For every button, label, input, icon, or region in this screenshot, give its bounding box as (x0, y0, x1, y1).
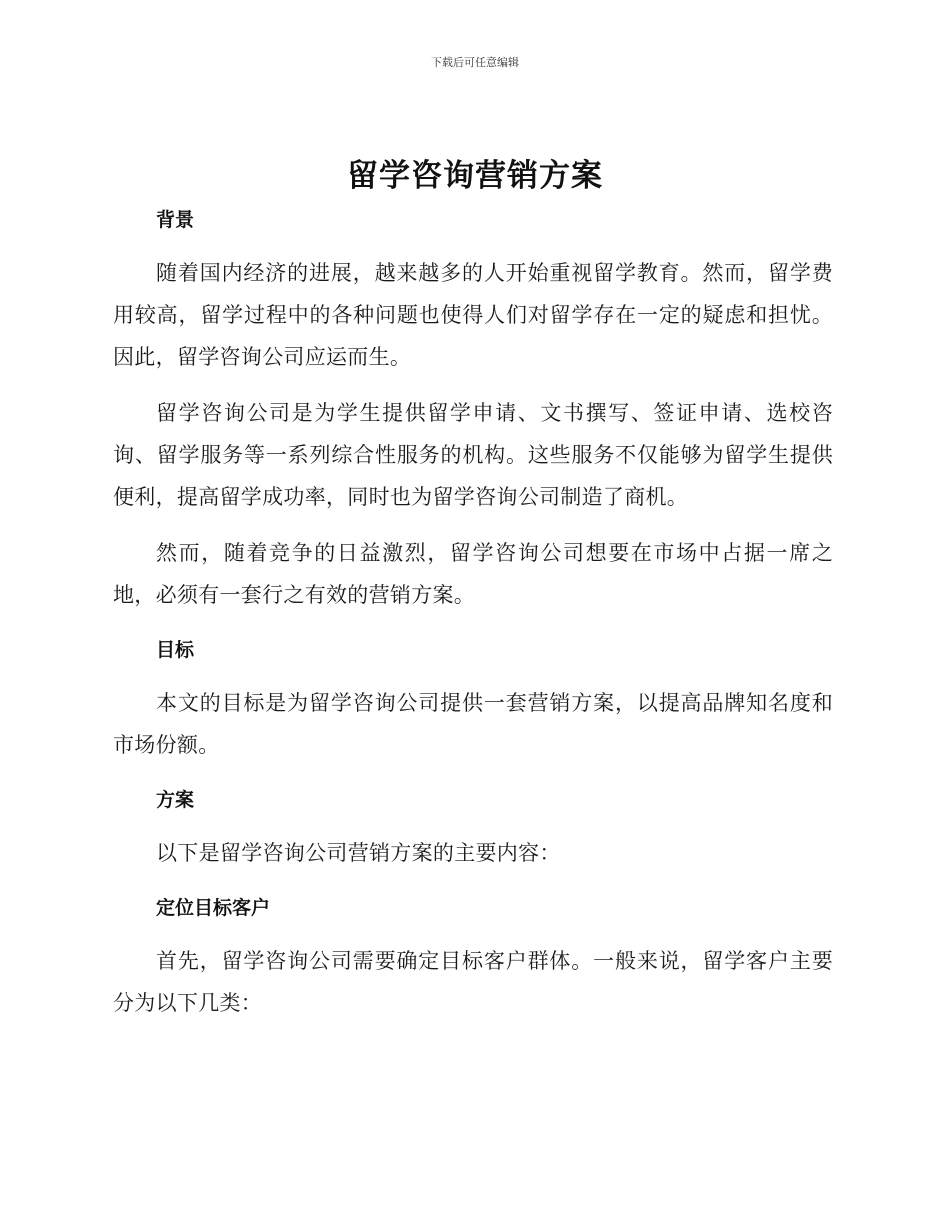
document-title: 留学咨询营销方案 (347, 158, 603, 194)
section-heading-plan: 方案 (156, 789, 195, 811)
paragraph: 以下是留学咨询公司营销方案的主要内容： (156, 841, 561, 865)
section-heading-goal: 目标 (156, 639, 195, 661)
paragraph: 首先，留学咨询公司需要确定目标客户群体。一般来说，留学客户主要分为以下几类： (113, 949, 833, 1015)
paragraph: 本文的目标是为留学咨询公司提供一套营销方案，以提高品牌知名度和市场份额。 (113, 691, 833, 757)
section-heading-target-customers: 定位目标客户 (156, 897, 271, 919)
paragraph: 留学咨询公司是为学生提供留学申请、文书撰写、签证申请、选校咨询、留学服务等一系列综合性服务的机构。这些服务不仅能够为留学生提供便利，提高留学成功率，同时也为留学咨询公司制造了商机。 (113, 401, 833, 509)
paragraph: 随着国内经济的进展，越来越多的人开始重视留学教育。然而，留学费用较高，留学过程中的各种问题也使得人们对留学存在一定的疑虑和担忧。因此，留学咨询公司应运而生。 (113, 261, 833, 369)
header-note: 下载后可任意编辑 (431, 56, 519, 69)
paragraph: 然而，随着竞争的日益激烈，留学咨询公司想要在市场中占据一席之地，必须有一套行之有效的营销方案。 (113, 541, 833, 607)
section-heading-background: 背景 (156, 209, 195, 231)
document-body (113, 200, 833, 1024)
